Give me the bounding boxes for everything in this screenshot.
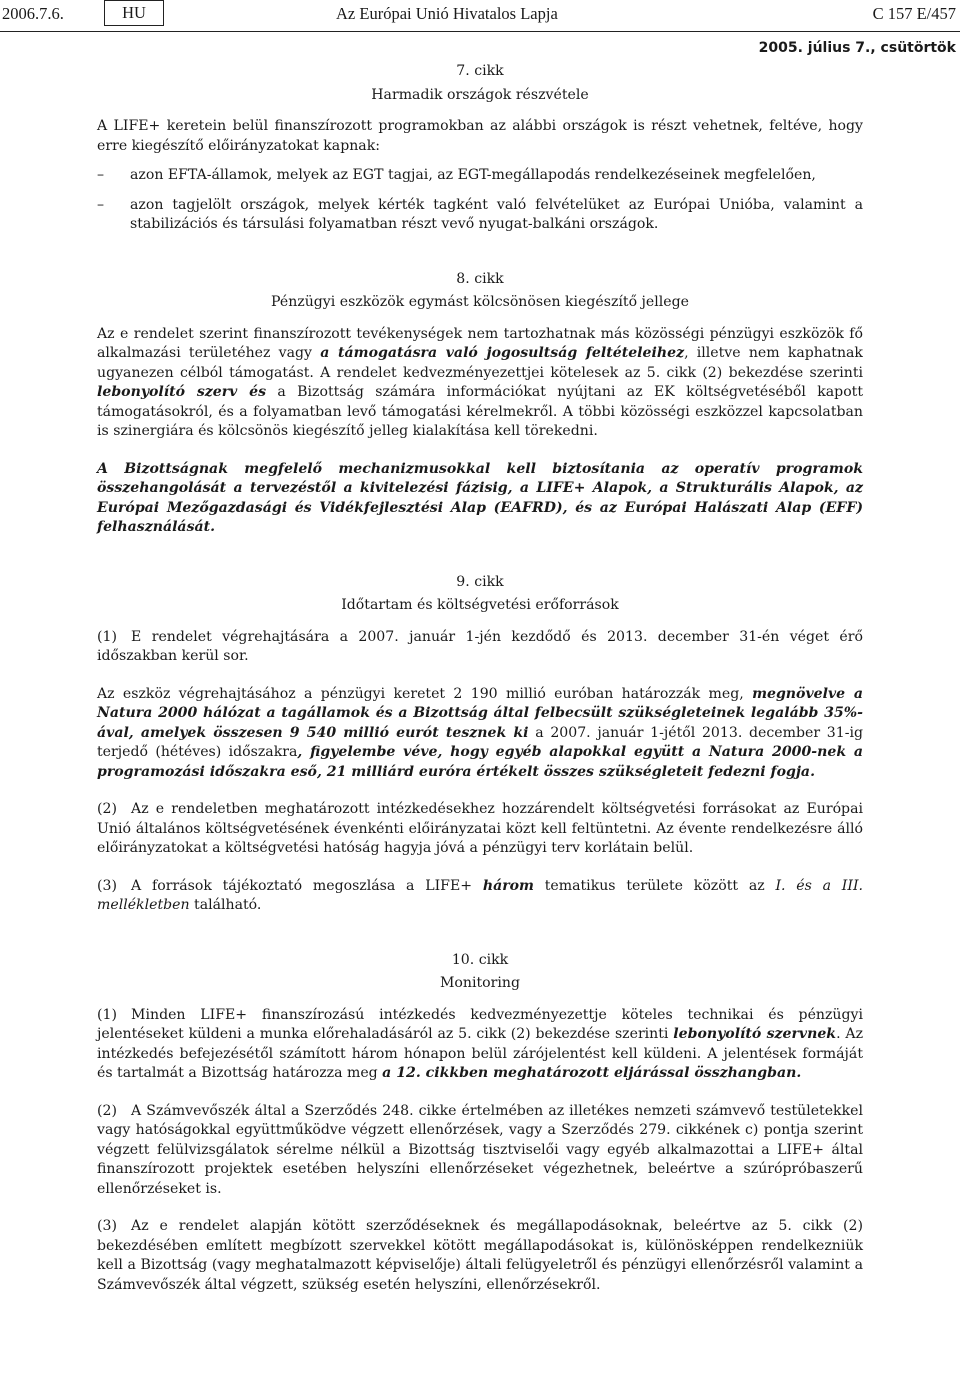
language-box: HU [104, 0, 164, 26]
article-9-title: Időtartam és költségvetési erőforrások [341, 597, 619, 613]
article-9-paragraph-3 [97, 877, 863, 916]
amended-text: lebonyolító szerv és [97, 384, 267, 400]
text-run: tematikus területe között az [533, 877, 776, 894]
article-10-number: 10. cikk [451, 951, 509, 968]
page-header [0, 0, 960, 32]
text-run: a 2007. január 1-jétől 2013. december 31-ig terjedő (hétéves) időszakra [97, 724, 864, 760]
text-run: (1) Minden LIFE+ finanszírozású intézkedés kedvezményezettje köteles technikai és pénzügyi jelentéseket küldeni a munka előrehaladásáról az 5. cikk (2) bekezdése szerinti [97, 1006, 863, 1042]
text-run: Az e rendelet szerint finanszírozott tevékenységek nem tartozhatnak más közösségi pénzügyi eszközök fő alkalmazási területéhez vagy [97, 325, 863, 361]
item-text: azon EFTA-államok, melyek az EGT tagjai, az EGT-megállapodás rendelkezéseinek megfelelően, [130, 167, 816, 183]
article-9-paragraph-1: (1) E rendelet végrehajtására a 2007. január 1-jén kezdődő és 2013. december 31-én véget érő időszakban kerül sor. [97, 628, 863, 664]
amended-text: a támogatásra való jogosultság feltételeihez [320, 345, 685, 361]
article-7-intro: A LIFE+ keretein belül finanszírozott programokban az alábbi országok is részt vehetnek, feltéve, hogy erre kiegészítő előirányzatokat kapnak: [97, 118, 863, 154]
amended-text: lebonyolító szervnek [673, 1026, 837, 1042]
page-reference: C 157 E/457 [872, 4, 956, 23]
text-run: a Bizottság számára információkat nyújtani az EK költségvetéséből kapott támogatásokról, és a folyamatban levő támogatási kérelmekről. A többi közösségi eszközzel kapcsolatban is szinergiára és kölcsönös kiegészítő jelleg kialakítása kell törekedni. [97, 384, 864, 439]
article-9-number: 9. cikk [456, 573, 504, 590]
article-7-number: 7. cikk [456, 63, 504, 79]
session-date: 2005. július 7., csütörtök [758, 40, 956, 56]
amended-text: három [482, 877, 534, 894]
item-text: azon tagjelölt országok, melyek kérték tagként való felvételüket az Európai Unióba, valamint a stabilizációs és társulási folyamatban részt vevő nyugat-balkáni országok. [130, 196, 863, 232]
article-10-paragraph-3: (3) Az e rendelet alapján kötött szerződéseknek és megállapodásoknak, beleértve az 5. cikk (2) bekezdésében említett megbízott szervekkel kötött megállapodásokat is, különösképpen rendelkezniük kell a Bizottság (vagy meghatalmazott képviselője) általi felügyeletről és pénzügyi ellenőrzésről valamint a Számvevőszék által végzett, szükség esetén helyszíni, ellenőrzésekről. [97, 1218, 863, 1293]
amended-text: a 12. cikkben meghatározott eljárással összhangban. [382, 1065, 802, 1081]
article-10-title: Monitoring [440, 975, 520, 991]
article-9-paragraph-2: (2) Az e rendeletben meghatározott intézkedésekhez hozzárendelt költségvetési forrásokat az Európai Unió általános költségvetésének évenkénti előirányzatai közt kell feltüntetni. Az évente rendelkezésre álló előirányzatokat a költségvetési hatóság hagyja jóvá a pénzügyi terv korlátain belül. [97, 801, 863, 856]
text-run: . Az intézkedés befejezésétől számított három hónapon belül zárójelentést kell küldeni. A jelentések formáját és tartalmát a Bizottság határozza meg [97, 1026, 863, 1081]
article-7-item-2 [97, 196, 863, 235]
article-8-paragraph-2: A Bizottságnak megfelelő mechanizmusokkal kell biztosítania az operatív programok összehangolását a tervezéstől a kivitelezési fázisig, a LIFE+ Alapok, a Strukturális Alapok, az Európai Mezőgazdasági és Vidékfejlesztési Alap (EAFRD), és az Európai Halászati Alap (EFF) felhasználását. [97, 460, 863, 535]
text-run: található. [189, 897, 262, 913]
text-run: Az eszköz végrehajtásához a pénzügyi keretet 2 190 millió euróban határozzák meg, [97, 685, 753, 702]
dash-marker: – [97, 167, 105, 183]
document-body [97, 62, 863, 1295]
header-date: 2006.7.6. [2, 4, 64, 23]
header-rule [0, 31, 960, 32]
article-10-paragraph-1 [97, 1006, 863, 1084]
text-run: (3) A források tájékoztató megoszlása a LIFE+ [97, 877, 483, 894]
amended-text: megnövelve a Natura 2000 hálózat a tagállamok és a Bizottság által felbecsült szükségleteinek legalább 35%-ával, amelyek összesen 9 540 millió eurót tesznek ki [97, 685, 863, 741]
journal-title: Az Európai Unió Hivatalos Lapja [336, 4, 558, 23]
annex-reference: I. és a III. mellékletben [97, 877, 863, 913]
text-run: , illetve nem kaphatnak ugyanezen célból támogatást. A rendelet kedvezményezettjei kötelesek az 5. cikk (2) bekezdése szerinti [97, 345, 863, 381]
article-8-paragraph-1 [97, 325, 863, 442]
article-8-number: 8. cikk [456, 270, 504, 287]
article-10-paragraph-2: (2) A Számvevőszék által a Szerződés 248. cikke értelmében az illetékes nemzeti számvevő testületekkel vagy hatóságokkal együttműködve végzett ellenőrzések, vagy a Szerződés 279. cikkének c) pontja szerint végzett felülvizsgálatok sérelme nélkül a Bizottság tisztviselői vagy egyéb alkalmazottai a LIFE+ által finanszírozott projektek esetében helyszíni ellenőrzéseket végezhetnek, beleértve a szúrópróbaszerű ellenőrzéseket is. [97, 1102, 863, 1197]
article-7-title: Harmadik országok részvétele [371, 86, 589, 103]
article-9-paragraph-budget [97, 685, 863, 783]
dash-marker: – [97, 196, 105, 213]
amended-text: , figyelembe véve, hogy egyéb alapokkal együtt a Natura 2000-nek a programozási időszakra eső, 21 milliárd euróra értékelt összes szükségleteit fedezni fogja. [97, 744, 863, 780]
article-8-title: Pénzügyi eszközök egymást kölcsönösen kiegészítő jellege [271, 294, 689, 310]
article-7-item-1 [97, 166, 863, 186]
